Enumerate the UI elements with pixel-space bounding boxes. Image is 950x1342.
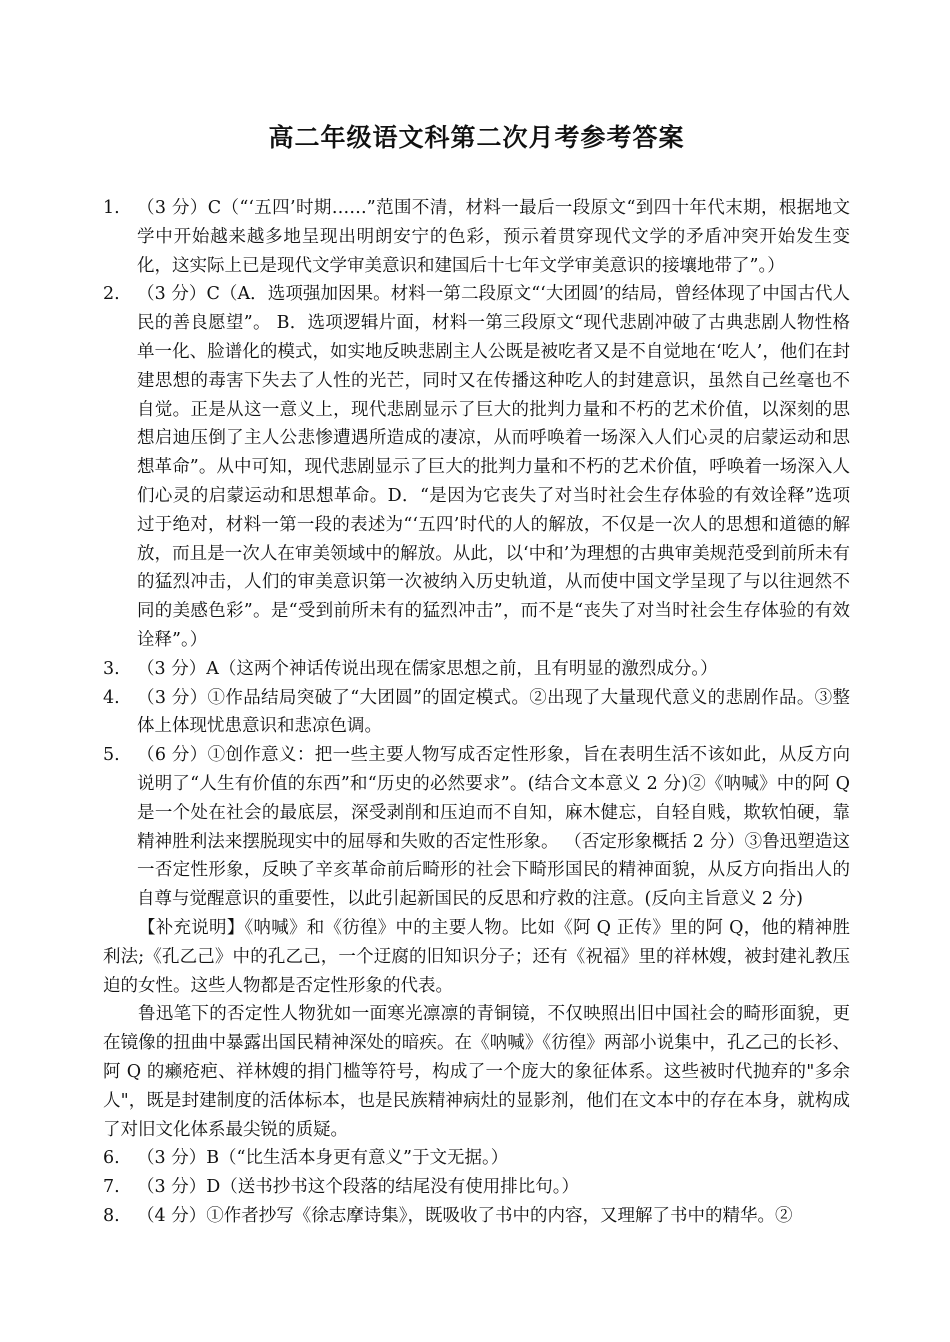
answer-item-4 — [103, 684, 850, 742]
page-title: 高二年级语文科第二次月考参考答案 — [268, 123, 685, 152]
answer-text: （3 分）①作品结局突破了“大团圆”的固定模式。②出现了大量现代意义的悲剧作品。③整体上体现忧患意识和悲凉色调。 — [137, 687, 850, 737]
answer-text: （3 分）A（这两个神话传说出现在儒家思想之前，且有明显的激烈成分。） — [137, 658, 718, 679]
answer-number: 7. — [103, 1177, 120, 1198]
supplement-text-1: 《呐喊》和《彷徨》中的主要人物。比如《阿 Q 正传》里的阿 Q，他的精神胜利法;《孔乙己》中的孔乙己，一个迂腐的旧知识分子；还有《祝福》里的祥林嫂，被封建礼教压迫的女性。这些人物都是否定性形象的代表。 — [103, 917, 850, 996]
answer-number: 8. — [103, 1205, 120, 1226]
answer-number: 5. — [103, 745, 120, 766]
answer-text: （3 分）D（送书抄书这个段落的结尾没有使用排比句。） — [137, 1177, 579, 1198]
answer-number: 6. — [103, 1148, 120, 1169]
answer-text: （4 分）①作者抄写《徐志摩诗集》，既吸收了书中的内容，又理解了书中的精华。② — [137, 1205, 793, 1226]
supplement-text-2: 鲁迅笔下的否定性人物犹如一面寒光凛凛的青铜镜，不仅映照出旧中国社会的畸形面貌，更在镜像的扭曲中暴露出国民精神深处的暗疾。在《呐喊》《彷徨》两部小说集中，孔乙己的长衫、阿 Q 的癞疮疤、祥林嫂的捐门槛等符号，构成了一个庞大的象征体系。这些被时代抛弃的"多余人"，既是封建制度的活体标本，也是民族精神病灶的显影剂，他们在文本中的存在本身，就构成了对旧文化体系最尖锐的质疑。 — [103, 1004, 850, 1140]
answer-text: （3 分）C（A．选项强加因果。材料一第二段原文“‘大团圆’的结局，曾经体现了中国古代人民的善良愿望”。 B．选项逻辑片面，材料一第三段原文“现代悲剧冲破了古典悲剧人物性格单一化、脸谱化的模式，如实地反映悲剧主人公既是被吃者又是不自觉地在‘吃人’，他们在封建思想的毒害下失去了人性的光芒，同时又在传播这种吃人的封建意识，虽然自己丝毫也不自觉。正是从这一意义上，现代悲剧显示了巨大的批判力量和不朽的艺术价值，以深刻的思想启迪压倒了主人公悲惨遭遇所造成的凄凉，从而呼唤着一场深入人们心灵的启蒙运动和思想革命”。从中可知，现代悲剧显示了巨大的批判力量和不朽的艺术价值，呼唤着一场深入人们心灵的启蒙运动和思想革命。D．“是因为它丧失了对当时社会生存体验的有效诠释”选项过于绝对，材料一第一段的表述为“‘五四’时代的人的解放，不仅是一次人的思想和道德的解放，而且是一次人在审美领域中的解放。从此，以‘中和’为理想的古典审美规范受到前所未有的猛烈冲击，人们的审美意识第一次被纳入历史轨道，从而使中国文学呈现了与以往迥然不同的美感色彩”。是“受到前所未有的猛烈冲击”，而不是“丧失了对当时社会生存体验的有效诠释”。） — [137, 284, 850, 650]
answer-item-7 — [103, 1173, 850, 1202]
answer-text: （3 分）C（“‘五四’时期……”范围不清，材料一最后一段原文“到四十年代末期，根据地文学中开始越来越多地呈现出明朗安宁的色彩，预示着贯穿现代文学的矛盾冲突开始发生变化，这实际上已是现代文学审美意识和建国后十七年文学审美意识的接壤地带了”。） — [137, 198, 850, 276]
answer-item-3 — [103, 655, 850, 684]
answer-text: （3 分）B（“比生活本身更有意义”于文无据。） — [137, 1148, 509, 1169]
supplement-label: 【补充说明】 — [138, 917, 245, 938]
answer-item-6 — [103, 1144, 850, 1173]
answer-list — [103, 194, 850, 1231]
answer-text: （6 分）①创作意义：把一些主要人物写成否定性形象，旨在表明生活不该如此，从反方向说明了“人生有价值的东西”和“历史的必然要求”。(结合文本意义 2 分)②《呐喊》中的阿 Q 是一个处在社会的最底层，深受剥削和压迫而不自知，麻木健忘，自轻自贱，欺软怕硬，靠精神胜利法来摆脱现实中的屈辱和失败的否定性形象。 （否定形象概括 2 分）③鲁迅塑造这一否定性形象，反映了辛亥革命前后畸形的社会下畸形国民的精神面貌，从反方向指出人的自尊与觉醒意识的重要性，以此引起新国民的反思和疗救的注意。(反向主旨意义 2 分) — [137, 745, 850, 910]
answer-number: 2. — [103, 284, 120, 305]
answer-number: 1. — [103, 198, 120, 218]
supplement-paragraph-1 — [103, 914, 850, 1000]
answer-number: 3. — [103, 658, 120, 679]
answer-number: 4. — [103, 687, 120, 708]
answer-item-5 — [103, 741, 850, 914]
answer-item-1 — [103, 194, 850, 280]
answer-item-2 — [103, 280, 850, 654]
supplement-paragraph-2 — [103, 1000, 850, 1144]
answer-item-8 — [103, 1202, 850, 1231]
